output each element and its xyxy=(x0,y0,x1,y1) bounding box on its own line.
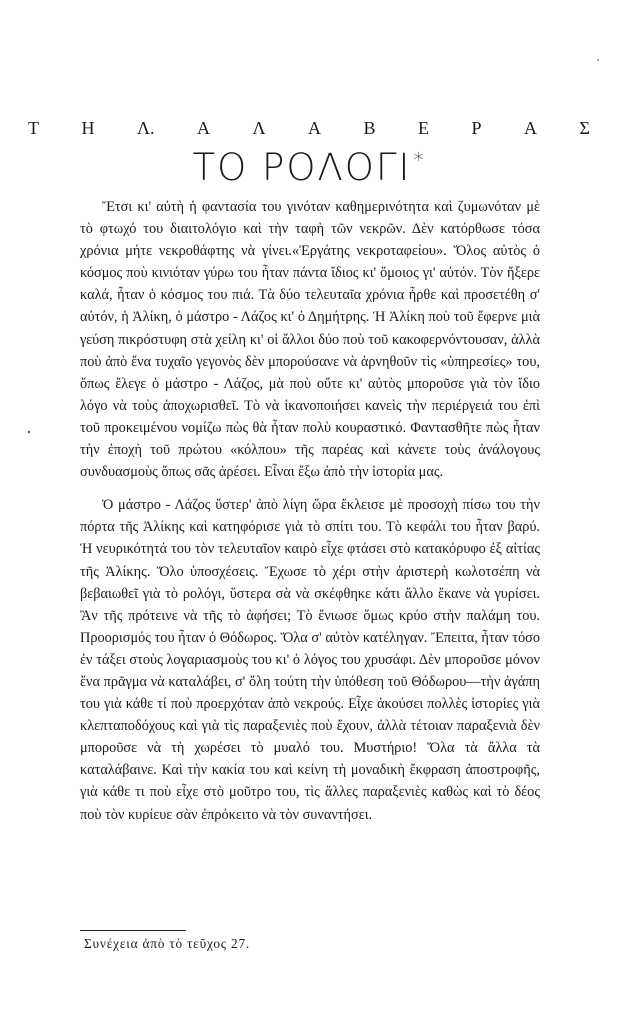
author-letter: Σ xyxy=(579,118,590,138)
author-letter: Α xyxy=(197,118,211,138)
title-footnote-mark: * xyxy=(413,147,426,172)
footnote-rule xyxy=(80,930,186,931)
story-body xyxy=(80,196,540,826)
author-letter: Λ. xyxy=(136,118,155,138)
story-title-text: ΤΟ ΡΟΛΟΓΙ xyxy=(192,146,412,189)
story-title xyxy=(0,146,618,189)
author-letter: Α xyxy=(308,118,322,138)
footnote: Συνέχεια ἀπὸ τὸ τεῦχος 27. xyxy=(84,936,251,951)
author-letter: Ρ xyxy=(471,118,482,138)
author-letter: Α xyxy=(524,118,538,138)
author-letter: Τ xyxy=(28,118,39,138)
author-name xyxy=(28,118,590,139)
body-paragraph: Ἔτσι κι' αὐτὴ ἡ φαντασία του γινόταν καθημερινότητα καὶ ζυμωνόταν μὲ τὸ φτωχό του διαιτολόγιο καὶ τὴν ταφὴ τῶν νεκρῶν. Δὲν κατόρθωσε τόσα χρόνια μήτε νεκροθάφτης νὰ γίνει.«Ἐργάτης νεκροταφείου». Ὅλος αὐτὸς ὁ κόσμος ποὺ κινιόταν γύρω του ἦταν πάντα ἴδιος κι' ὅμοιος γι' αὐτόν. Τὸν ἤξερε καλά, ἦταν ὁ κόσμος του πιά. Τὰ δύο τελευταῖα χρόνια ἦρθε καὶ προσετέθη σ' αὐτόν, ἡ Ἀλίκη, ὁ μάστρο - Λάζος κι' ὁ Δημήτρης. Ἡ Ἀλίκη ποὺ τοῦ ἔφερνε μιὰ γεύση πικρόστυφη στὰ χείλη κι' οἱ ἄλλοι δύο ποὺ τοῦ κακοφερνόντουσαν, ἀλλὰ ποὺ ἀπὸ ἕνα τυχαῖο γεγονὸς δὲν μπορούσανε νὰ ἀρνηθοῦν τὶς «ὑπηρεσίες» του, ὅπως ἔλεγε ὁ μάστρο - Λάζος, μὰ ποὺ οὔτε κι' αὐτὸς μποροῦσε γιὰ τὸν ἴδιο λόγο νὰ τοὺς ἀποχωρισθεῖ. Τὸ νὰ ἱκανοποιήσει κανεὶς τὴν περιέργειά του ἐπὶ τοῦ προκειμένου νομίζω πὼς θὰ ἦταν πολὺ κουραστικό. Φαντασθῆτε πὼς ἦταν τὴν ἐποχὴ τοῦ πρώτου «κόλπου» τῆς παρέας καὶ κάνετε τοὺς ἀνάλογους συνδυασμοὺς ὅπως σᾶς ἀρέσει. Εἶναι ἔξω ἀπὸ τὴν ἱστορία μας. xyxy=(80,199,540,481)
author-letter: Β xyxy=(363,118,376,138)
author-letter: Λ xyxy=(252,118,266,138)
body-paragraph: Ὁ μάστρο - Λάζος ὕστερ' ἀπὸ λίγη ὥρα ἔκλεισε μὲ προσοχὴ πίσω του τὴν πόρτα τῆς Ἀλίκης καὶ κατηφόρισε γιὰ τὸ σπίτι του. Τὸ κεφάλι του ἦταν βαρύ. Ἡ νευρικότητά του τὸν τελευταῖον καιρὸ εἶχε φτάσει στὸ κατακόρυφο ἐξ αἰτίας τῆς Ἀλίκης. Ὅλο ὑποσχέσεις. Ἔχωσε τὸ χέρι στὴν ἀριστερὴ κωλοτσέπη νὰ βεβαιωθεῖ γιὰ τὸ ρολόγι, ὕστερα σὰ νὰ σκέφθηκε κάτι ἄλλο ἔκανε νὰ γυρίσει. Ἂν τῆς πρότεινε νὰ τῆς τὸ ἀφήσει; Τὸ ἔνιωσε ὅμως κρύο στὴν παλάμη του. Προορισμός του ἦταν ὁ Θόδωρος. Ὅλα σ' αὐτὸν κατέληγαν. Ἔπειτα, ἦταν τόσο ἐν τάξει στοὺς λογαριασμοὺς του κι' ὁ λόγος του χρυσάφι. Δὲν μποροῦσε μόνον ἕνα πρᾶγμα νὰ καταλάβει, σ' ὅλη τούτη τὴν ὑπόθεση τοῦ Θόδωρου—τὴν ἀγάπη του γιὰ κάθε τί ποὺ προερχόταν ἀπὸ νεκρούς. Εἶχε ἀκούσει πολλὲς ἱστορίες γιὰ κλεπταποδόχους καὶ γιὰ τὶς παραξενιὲς ποὺ ἔχουν, ἀλλὰ τέτοιαν παραξενιὰ δὲν μποροῦσε νὰ τὴ χωρέσει τὸ μυαλό του. Μυστήριο! Ὅλα τὰ ἄλλα τὰ καταλάβαινε. Καὶ τὴν κακία του καὶ κείνη τὴ μοναδικὴ ἔκφραση ἀποστροφῆς, γιὰ κάθε τι ποὺ εἶχε στὸ μοῦτρο του, τὶς ἄλλες παραξενιὲς καθὼς καὶ τὸ δέος ποὺ τὸν κυρίευε σὰν ἐπρόκειτο νὰ τὸν συναντήσει. xyxy=(80,497,540,823)
author-letter: Ε xyxy=(418,118,430,138)
author-letter: Η xyxy=(81,118,95,138)
